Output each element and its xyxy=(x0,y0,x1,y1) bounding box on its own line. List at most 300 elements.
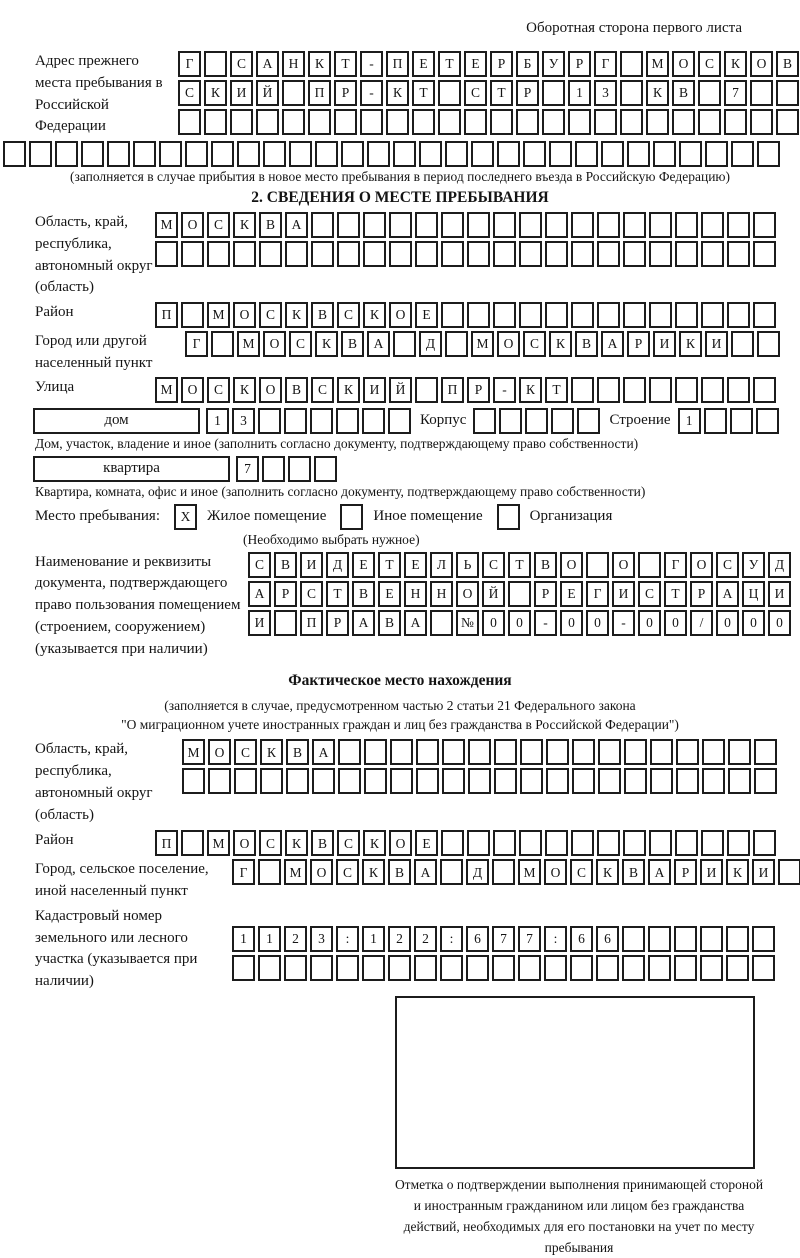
char-cell[interactable]: В xyxy=(311,302,334,328)
char-cell[interactable] xyxy=(776,80,799,106)
char-cell[interactable] xyxy=(675,377,698,403)
char-cell[interactable] xyxy=(334,109,357,135)
char-cell[interactable]: В xyxy=(311,830,334,856)
char-cell[interactable] xyxy=(237,141,260,167)
char-cell[interactable]: 3 xyxy=(232,408,255,434)
char-cell[interactable] xyxy=(724,109,747,135)
char-cell[interactable] xyxy=(182,768,205,794)
char-cell[interactable]: М xyxy=(518,859,541,885)
char-cell[interactable] xyxy=(364,739,387,765)
char-cell[interactable]: 7 xyxy=(724,80,747,106)
char-cell[interactable] xyxy=(314,456,337,482)
char-cell[interactable]: К xyxy=(204,80,227,106)
char-cell[interactable]: В xyxy=(352,581,375,607)
char-cell[interactable] xyxy=(441,302,464,328)
char-cell[interactable]: В xyxy=(776,51,799,77)
char-cell[interactable]: Р xyxy=(334,80,357,106)
char-cell[interactable] xyxy=(598,768,621,794)
char-cell[interactable]: 1 xyxy=(678,408,701,434)
char-cell[interactable] xyxy=(81,141,104,167)
char-cell[interactable] xyxy=(415,377,438,403)
char-cell[interactable] xyxy=(415,212,438,238)
char-cell[interactable]: : xyxy=(336,926,359,952)
char-cell[interactable] xyxy=(440,859,463,885)
char-cell[interactable] xyxy=(519,212,542,238)
char-cell[interactable] xyxy=(415,241,438,267)
char-cell[interactable] xyxy=(414,955,437,981)
char-cell[interactable]: 1 xyxy=(232,926,255,952)
char-cell[interactable] xyxy=(207,241,230,267)
char-cell[interactable]: И xyxy=(612,581,635,607)
char-cell[interactable] xyxy=(728,739,751,765)
char-cell[interactable] xyxy=(467,212,490,238)
char-cell[interactable]: М xyxy=(182,739,205,765)
char-cell[interactable]: Й xyxy=(256,80,279,106)
char-cell[interactable]: 1 xyxy=(258,926,281,952)
char-cell[interactable] xyxy=(497,141,520,167)
char-cell[interactable] xyxy=(416,739,439,765)
char-cell[interactable] xyxy=(518,955,541,981)
char-cell[interactable] xyxy=(438,80,461,106)
char-cell[interactable]: 7 xyxy=(236,456,259,482)
char-cell[interactable] xyxy=(159,141,182,167)
char-cell[interactable] xyxy=(464,109,487,135)
char-cell[interactable] xyxy=(311,241,334,267)
char-cell[interactable]: О xyxy=(181,212,204,238)
char-cell[interactable] xyxy=(364,768,387,794)
char-cell[interactable] xyxy=(441,241,464,267)
char-cell[interactable] xyxy=(258,859,281,885)
char-cell[interactable]: В xyxy=(341,331,364,357)
char-cell[interactable]: А xyxy=(716,581,739,607)
char-cell[interactable]: Т xyxy=(490,80,513,106)
char-cell[interactable]: С xyxy=(248,552,271,578)
char-cell[interactable]: О xyxy=(544,859,567,885)
char-cell[interactable] xyxy=(753,302,776,328)
char-cell[interactable]: Т xyxy=(334,51,357,77)
stay-type-checkbox-organization[interactable] xyxy=(497,504,520,530)
char-cell[interactable]: И xyxy=(230,80,253,106)
char-cell[interactable]: Е xyxy=(415,830,438,856)
char-cell[interactable] xyxy=(442,739,465,765)
char-cell[interactable] xyxy=(211,141,234,167)
char-cell[interactable] xyxy=(260,768,283,794)
char-cell[interactable] xyxy=(649,241,672,267)
char-cell[interactable] xyxy=(284,408,307,434)
char-cell[interactable]: Г xyxy=(586,581,609,607)
char-cell[interactable]: Г xyxy=(594,51,617,77)
char-cell[interactable] xyxy=(597,302,620,328)
char-cell[interactable]: Б xyxy=(516,51,539,77)
char-cell[interactable] xyxy=(638,552,661,578)
char-cell[interactable] xyxy=(702,768,725,794)
char-cell[interactable]: С xyxy=(698,51,721,77)
char-cell[interactable]: 2 xyxy=(284,926,307,952)
char-cell[interactable]: А xyxy=(601,331,624,357)
char-cell[interactable]: В xyxy=(259,212,282,238)
char-cell[interactable] xyxy=(386,109,409,135)
char-cell[interactable] xyxy=(750,80,773,106)
char-cell[interactable]: Е xyxy=(412,51,435,77)
char-cell[interactable] xyxy=(233,241,256,267)
char-cell[interactable] xyxy=(649,377,672,403)
char-cell[interactable]: Е xyxy=(404,552,427,578)
char-cell[interactable]: К xyxy=(386,80,409,106)
char-cell[interactable] xyxy=(430,610,453,636)
char-cell[interactable] xyxy=(672,109,695,135)
char-cell[interactable]: : xyxy=(440,926,463,952)
char-cell[interactable] xyxy=(649,830,672,856)
char-cell[interactable] xyxy=(756,408,779,434)
char-cell[interactable]: Е xyxy=(352,552,375,578)
char-cell[interactable]: И xyxy=(363,377,386,403)
char-cell[interactable]: А xyxy=(285,212,308,238)
char-cell[interactable] xyxy=(575,141,598,167)
char-cell[interactable] xyxy=(519,241,542,267)
char-cell[interactable]: Р xyxy=(516,80,539,106)
char-cell[interactable]: И xyxy=(752,859,775,885)
char-cell[interactable]: Й xyxy=(389,377,412,403)
char-cell[interactable] xyxy=(519,302,542,328)
char-cell[interactable] xyxy=(572,768,595,794)
char-cell[interactable]: А xyxy=(352,610,375,636)
char-cell[interactable] xyxy=(181,830,204,856)
char-cell[interactable]: К xyxy=(726,859,749,885)
char-cell[interactable] xyxy=(597,830,620,856)
char-cell[interactable]: О xyxy=(750,51,773,77)
char-cell[interactable]: - xyxy=(612,610,635,636)
char-cell[interactable] xyxy=(493,212,516,238)
char-cell[interactable]: С xyxy=(259,302,282,328)
char-cell[interactable] xyxy=(438,109,461,135)
char-cell[interactable]: И xyxy=(705,331,728,357)
char-cell[interactable] xyxy=(284,955,307,981)
char-cell[interactable] xyxy=(571,830,594,856)
char-cell[interactable] xyxy=(597,241,620,267)
char-cell[interactable] xyxy=(649,212,672,238)
char-cell[interactable]: Г xyxy=(178,51,201,77)
char-cell[interactable] xyxy=(728,768,751,794)
char-cell[interactable] xyxy=(389,212,412,238)
char-cell[interactable] xyxy=(493,302,516,328)
char-cell[interactable]: М xyxy=(207,830,230,856)
char-cell[interactable] xyxy=(623,212,646,238)
char-cell[interactable] xyxy=(731,141,754,167)
char-cell[interactable] xyxy=(704,408,727,434)
char-cell[interactable] xyxy=(757,141,780,167)
char-cell[interactable] xyxy=(726,955,749,981)
char-cell[interactable] xyxy=(623,830,646,856)
char-cell[interactable] xyxy=(627,141,650,167)
char-cell[interactable]: Е xyxy=(560,581,583,607)
char-cell[interactable] xyxy=(204,51,227,77)
char-cell[interactable] xyxy=(286,768,309,794)
char-cell[interactable] xyxy=(571,212,594,238)
char-cell[interactable] xyxy=(362,408,385,434)
char-cell[interactable]: 1 xyxy=(362,926,385,952)
char-cell[interactable] xyxy=(568,109,591,135)
char-cell[interactable]: С xyxy=(336,859,359,885)
char-cell[interactable]: - xyxy=(493,377,516,403)
char-cell[interactable]: Д xyxy=(326,552,349,578)
char-cell[interactable]: С xyxy=(259,830,282,856)
char-cell[interactable] xyxy=(623,302,646,328)
char-cell[interactable] xyxy=(551,408,574,434)
char-cell[interactable]: К xyxy=(646,80,669,106)
char-cell[interactable] xyxy=(315,141,338,167)
char-cell[interactable] xyxy=(282,80,305,106)
char-cell[interactable] xyxy=(493,241,516,267)
char-cell[interactable] xyxy=(572,739,595,765)
char-cell[interactable]: 0 xyxy=(586,610,609,636)
char-cell[interactable]: А xyxy=(256,51,279,77)
char-cell[interactable]: 2 xyxy=(414,926,437,952)
char-cell[interactable] xyxy=(623,377,646,403)
char-cell[interactable] xyxy=(675,241,698,267)
char-cell[interactable]: Ц xyxy=(742,581,765,607)
char-cell[interactable] xyxy=(133,141,156,167)
char-cell[interactable] xyxy=(211,331,234,357)
char-cell[interactable] xyxy=(571,377,594,403)
char-cell[interactable]: Н xyxy=(430,581,453,607)
char-cell[interactable] xyxy=(388,955,411,981)
char-cell[interactable]: К xyxy=(260,739,283,765)
char-cell[interactable] xyxy=(471,141,494,167)
char-cell[interactable]: Р xyxy=(568,51,591,77)
char-cell[interactable]: О xyxy=(233,830,256,856)
char-cell[interactable]: О xyxy=(208,739,231,765)
char-cell[interactable] xyxy=(467,302,490,328)
char-cell[interactable]: Т xyxy=(326,581,349,607)
char-cell[interactable] xyxy=(726,926,749,952)
char-cell[interactable]: М xyxy=(155,212,178,238)
char-cell[interactable] xyxy=(468,739,491,765)
char-cell[interactable] xyxy=(753,830,776,856)
char-cell[interactable] xyxy=(754,768,777,794)
char-cell[interactable] xyxy=(393,331,416,357)
char-cell[interactable]: Е xyxy=(415,302,438,328)
char-cell[interactable]: Н xyxy=(282,51,305,77)
char-cell[interactable]: № xyxy=(456,610,479,636)
char-cell[interactable]: Д xyxy=(419,331,442,357)
char-cell[interactable]: М xyxy=(237,331,260,357)
char-cell[interactable]: А xyxy=(248,581,271,607)
char-cell[interactable]: 0 xyxy=(482,610,505,636)
char-cell[interactable]: Н xyxy=(404,581,427,607)
char-cell[interactable] xyxy=(499,408,522,434)
char-cell[interactable] xyxy=(577,408,600,434)
char-cell[interactable]: 0 xyxy=(508,610,531,636)
char-cell[interactable] xyxy=(442,768,465,794)
char-cell[interactable] xyxy=(571,302,594,328)
char-cell[interactable]: 0 xyxy=(716,610,739,636)
char-cell[interactable] xyxy=(311,212,334,238)
char-cell[interactable]: П xyxy=(386,51,409,77)
char-cell[interactable]: Т xyxy=(545,377,568,403)
char-cell[interactable]: Т xyxy=(438,51,461,77)
char-cell[interactable] xyxy=(675,830,698,856)
char-cell[interactable]: В xyxy=(274,552,297,578)
char-cell[interactable] xyxy=(701,377,724,403)
char-cell[interactable]: / xyxy=(690,610,713,636)
char-cell[interactable] xyxy=(752,926,775,952)
char-cell[interactable] xyxy=(525,408,548,434)
char-cell[interactable] xyxy=(648,926,671,952)
char-cell[interactable] xyxy=(492,955,515,981)
char-cell[interactable] xyxy=(676,739,699,765)
char-cell[interactable] xyxy=(363,241,386,267)
char-cell[interactable] xyxy=(542,80,565,106)
char-cell[interactable] xyxy=(494,739,517,765)
char-cell[interactable]: 1 xyxy=(568,80,591,106)
char-cell[interactable]: Т xyxy=(412,80,435,106)
char-cell[interactable]: С xyxy=(482,552,505,578)
char-cell[interactable]: К xyxy=(363,830,386,856)
char-cell[interactable]: В xyxy=(378,610,401,636)
char-cell[interactable] xyxy=(360,109,383,135)
char-cell[interactable] xyxy=(597,212,620,238)
char-cell[interactable]: В xyxy=(622,859,645,885)
char-cell[interactable] xyxy=(675,302,698,328)
char-cell[interactable] xyxy=(598,739,621,765)
char-cell[interactable]: Т xyxy=(664,581,687,607)
char-cell[interactable]: - xyxy=(360,80,383,106)
char-cell[interactable]: О xyxy=(497,331,520,357)
char-cell[interactable] xyxy=(750,109,773,135)
char-cell[interactable]: К xyxy=(285,830,308,856)
char-cell[interactable]: Е xyxy=(464,51,487,77)
char-cell[interactable] xyxy=(29,141,52,167)
char-cell[interactable]: Г xyxy=(185,331,208,357)
char-cell[interactable] xyxy=(594,109,617,135)
char-cell[interactable] xyxy=(701,212,724,238)
char-cell[interactable] xyxy=(701,241,724,267)
char-cell[interactable]: А xyxy=(414,859,437,885)
char-cell[interactable] xyxy=(545,830,568,856)
char-cell[interactable]: М xyxy=(155,377,178,403)
char-cell[interactable] xyxy=(285,241,308,267)
char-cell[interactable]: К xyxy=(233,377,256,403)
char-cell[interactable]: С xyxy=(230,51,253,77)
char-cell[interactable] xyxy=(367,141,390,167)
char-cell[interactable]: П xyxy=(308,80,331,106)
char-cell[interactable]: 1 xyxy=(206,408,229,434)
char-cell[interactable] xyxy=(493,830,516,856)
char-cell[interactable] xyxy=(178,109,201,135)
char-cell[interactable]: А xyxy=(648,859,671,885)
char-cell[interactable]: : xyxy=(544,926,567,952)
char-cell[interactable] xyxy=(3,141,26,167)
char-cell[interactable] xyxy=(341,141,364,167)
char-cell[interactable]: С xyxy=(234,739,257,765)
char-cell[interactable] xyxy=(389,241,412,267)
char-cell[interactable]: С xyxy=(289,331,312,357)
char-cell[interactable] xyxy=(230,109,253,135)
char-cell[interactable]: 0 xyxy=(638,610,661,636)
char-cell[interactable]: К xyxy=(549,331,572,357)
char-cell[interactable] xyxy=(55,141,78,167)
char-cell[interactable] xyxy=(262,456,285,482)
char-cell[interactable] xyxy=(705,141,728,167)
char-cell[interactable] xyxy=(363,212,386,238)
char-cell[interactable]: И xyxy=(248,610,271,636)
char-cell[interactable]: 0 xyxy=(664,610,687,636)
char-cell[interactable] xyxy=(337,212,360,238)
char-cell[interactable]: 3 xyxy=(594,80,617,106)
char-cell[interactable]: О xyxy=(263,331,286,357)
char-cell[interactable]: К xyxy=(285,302,308,328)
char-cell[interactable]: С xyxy=(337,830,360,856)
char-cell[interactable] xyxy=(181,302,204,328)
char-cell[interactable]: С xyxy=(638,581,661,607)
char-cell[interactable] xyxy=(441,830,464,856)
char-cell[interactable]: К xyxy=(362,859,385,885)
char-cell[interactable]: 7 xyxy=(518,926,541,952)
char-cell[interactable]: 0 xyxy=(768,610,791,636)
char-cell[interactable]: Р xyxy=(690,581,713,607)
char-cell[interactable]: В xyxy=(285,377,308,403)
char-cell[interactable]: Р xyxy=(326,610,349,636)
char-cell[interactable] xyxy=(390,768,413,794)
char-cell[interactable]: 2 xyxy=(388,926,411,952)
char-cell[interactable]: Д xyxy=(466,859,489,885)
char-cell[interactable] xyxy=(674,926,697,952)
char-cell[interactable] xyxy=(494,768,517,794)
char-cell[interactable] xyxy=(675,212,698,238)
char-cell[interactable] xyxy=(467,241,490,267)
char-cell[interactable]: С xyxy=(300,581,323,607)
char-cell[interactable] xyxy=(468,768,491,794)
char-cell[interactable] xyxy=(256,109,279,135)
char-cell[interactable] xyxy=(727,241,750,267)
char-cell[interactable] xyxy=(208,768,231,794)
char-cell[interactable] xyxy=(388,408,411,434)
char-cell[interactable] xyxy=(753,241,776,267)
char-cell[interactable] xyxy=(490,109,513,135)
char-cell[interactable]: С xyxy=(178,80,201,106)
char-cell[interactable] xyxy=(586,552,609,578)
char-cell[interactable] xyxy=(757,331,780,357)
char-cell[interactable] xyxy=(620,109,643,135)
char-cell[interactable]: О xyxy=(690,552,713,578)
char-cell[interactable] xyxy=(624,768,647,794)
char-cell[interactable] xyxy=(727,212,750,238)
char-cell[interactable] xyxy=(519,830,542,856)
char-cell[interactable]: О xyxy=(389,830,412,856)
char-cell[interactable]: К xyxy=(337,377,360,403)
char-cell[interactable] xyxy=(492,859,515,885)
char-cell[interactable] xyxy=(337,241,360,267)
char-cell[interactable]: С xyxy=(337,302,360,328)
char-cell[interactable] xyxy=(258,955,281,981)
char-cell[interactable] xyxy=(650,768,673,794)
char-cell[interactable] xyxy=(419,141,442,167)
char-cell[interactable] xyxy=(508,581,531,607)
char-cell[interactable]: К xyxy=(315,331,338,357)
char-cell[interactable] xyxy=(282,109,305,135)
char-cell[interactable]: Р xyxy=(467,377,490,403)
char-cell[interactable] xyxy=(274,610,297,636)
house-type-box[interactable]: дом xyxy=(33,408,200,434)
char-cell[interactable] xyxy=(523,141,546,167)
stay-type-checkbox-other-premise[interactable] xyxy=(340,504,363,530)
char-cell[interactable] xyxy=(338,739,361,765)
char-cell[interactable]: Р xyxy=(534,581,557,607)
char-cell[interactable]: К xyxy=(519,377,542,403)
char-cell[interactable]: К xyxy=(233,212,256,238)
char-cell[interactable] xyxy=(308,109,331,135)
stay-type-checkbox-residential[interactable]: X xyxy=(174,504,197,530)
